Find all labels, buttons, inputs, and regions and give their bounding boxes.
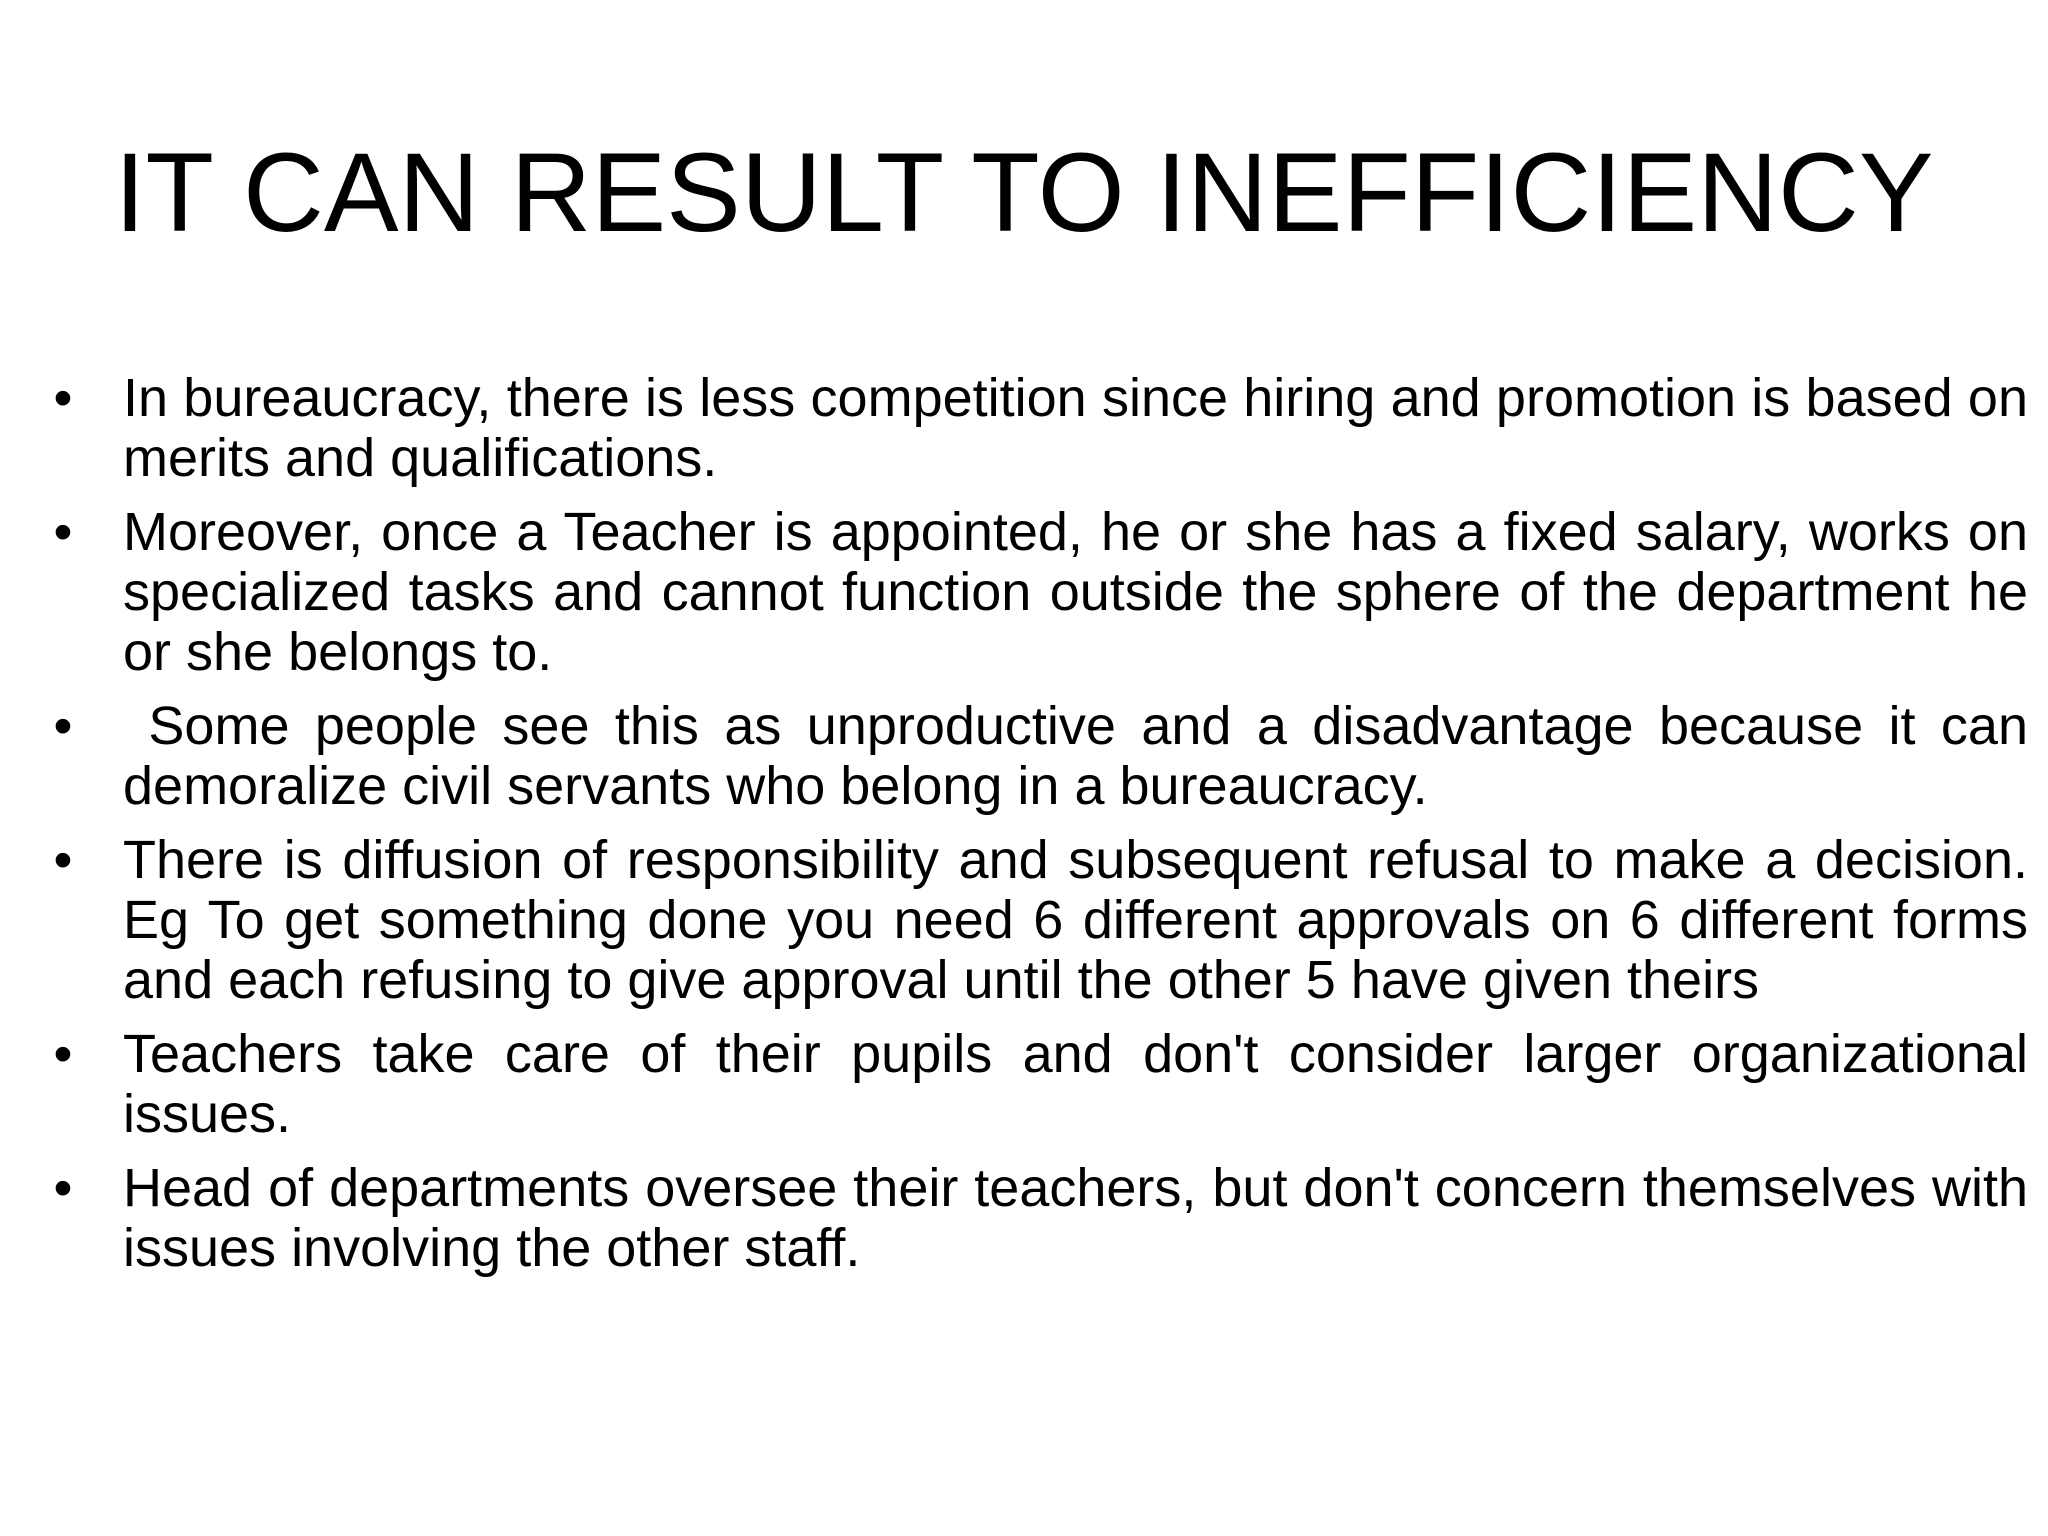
list-item: [53, 368, 2028, 488]
list-item: [53, 1158, 2028, 1278]
bullet-text: There is diffusion of responsibility and subsequent refusal to make a decision. Eg To get something done you need 6 different approvals on 6 different forms and each refusing to give approval until the other 5 have given theirs: [123, 830, 2028, 1010]
list-item: [53, 1024, 2028, 1144]
bullet-list: [53, 368, 2043, 1292]
list-item: [53, 830, 2028, 1010]
bullet-icon: •: [53, 368, 73, 428]
list-item: [53, 502, 2028, 682]
list-item: [53, 696, 2043, 816]
bullet-icon: •: [53, 502, 73, 562]
bullet-icon: •: [53, 1158, 73, 1218]
bullet-icon: •: [53, 1024, 73, 1084]
bullet-text: Teachers take care of their pupils and don't consider larger organizational issues.: [123, 1024, 2028, 1144]
bullet-icon: •: [53, 696, 73, 756]
bullet-icon: •: [53, 830, 73, 890]
slide-title: IT CAN RESULT TO INEFFICIENCY: [114, 130, 1934, 255]
bullet-text: Some people see this as unproductive and a disadvantage because it can demoralize civil servants who belong in a bureaucracy.: [123, 696, 2043, 816]
bullet-text: Moreover, once a Teacher is appointed, he or she has a fixed salary, works on specialized tasks and cannot function outside the sphere of the department he or she belongs to.: [123, 502, 2028, 682]
bullet-text: In bureaucracy, there is less competition since hiring and promotion is based on merits and qualifications.: [123, 368, 2028, 488]
bullet-text: Head of departments oversee their teachers, but don't concern themselves with issues involving the other staff.: [123, 1158, 2028, 1278]
